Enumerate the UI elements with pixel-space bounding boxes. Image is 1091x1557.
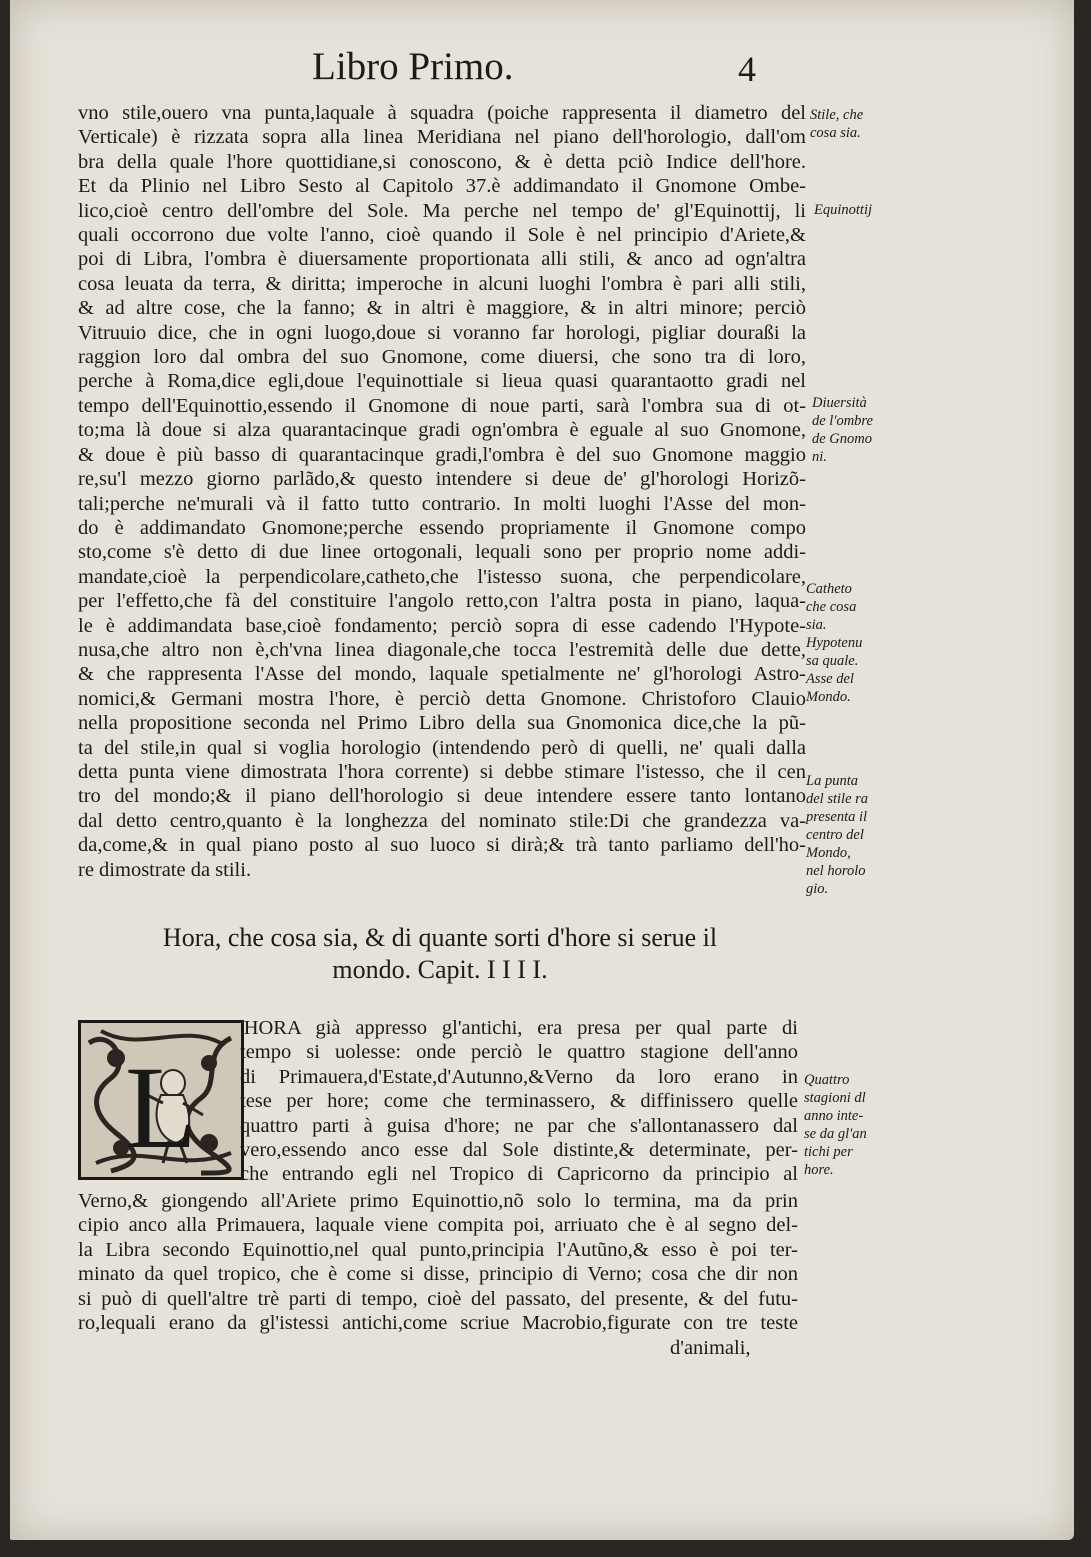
margin-note-line: gio. — [806, 881, 829, 897]
text-line: do è addimandato Gnomone;perche essendo propriamente il Gnomone compo — [78, 516, 806, 539]
margin-note-line: cosa sia. — [810, 125, 861, 141]
running-header — [300, 44, 800, 94]
chapter-heading — [90, 922, 790, 986]
text-line: quattro parti à guisa d'hore; ne par che s'allontanassero dal — [240, 1114, 798, 1137]
running-title: Libro Primo. — [312, 45, 514, 88]
text-line: Vitruuio dice, che in ogni luogo,doue si voranno far horologi, pigliar douraßi la — [78, 321, 806, 344]
margin-note-line: presenta il — [806, 809, 868, 825]
text-line: cipio anco alla Primauera, laquale viene compita poi, arriuato che è al segno del- — [78, 1214, 798, 1237]
margin-note-line: Mondo, — [806, 845, 851, 861]
text-line: raggion loro dal ombra del suo Gnomone, come diuersi, che sono tra di loro, — [78, 346, 806, 369]
text-line: dal detto centro,quanto è la longhezza del nominato stile:Di che grandezza va- — [78, 809, 806, 832]
text-line: tempo si uolesse: onde perciò le quattro stagione dell'anno — [240, 1041, 798, 1064]
text-line: tro del mondo;& il piano dell'horologio si deue intendere essere tanto lontano — [78, 785, 806, 808]
decorated-initial-l — [78, 1020, 244, 1180]
catchword: d'animali, — [670, 1337, 751, 1359]
text-line: ro,lequali erano da gl'istessi antichi,come scriue Macrobio,figurate con tre teste — [78, 1312, 798, 1335]
text-beside-initial — [240, 1016, 798, 1187]
book-page — [10, 0, 1074, 1540]
text-line: re dimostrate da stili. — [78, 858, 252, 881]
margin-note-line: de Gnomo — [812, 431, 873, 447]
text-line: che entrando egli nel Tropico di Capricorno da principio al — [240, 1163, 798, 1186]
text-line: tali;perche ne'murali và il fatto tutto contrario. In molti luoghi l'Asse del mon- — [78, 492, 806, 515]
margin-note-punta — [806, 772, 868, 898]
text-line: detta punta viene dimostrata l'hora corrente) si debbe stimare l'istesso, che il cen — [78, 760, 806, 783]
margin-note-line: hore. — [804, 1162, 834, 1178]
text-line: nomici,& Germani mostra l'hore, è perciò detta Gnomone. Christoforo Clauio — [78, 687, 806, 710]
text-line: vero,essendo anco esse dal Sole distinte,& determinate, per- — [240, 1139, 798, 1162]
drop-cap-letter: L — [125, 1042, 198, 1173]
margin-note-line: Hypotenu — [806, 635, 863, 651]
margin-note-stile — [810, 106, 863, 142]
margin-note-line: de l'ombre — [812, 413, 873, 429]
chapter-heading-line-2: mondo. Capit. I I I I. — [332, 955, 548, 984]
text-line: bra della quale l'hore quottidiane,si conoscono, & è detta pciò Indice dell'hore. — [78, 150, 806, 173]
margin-note-line: che cosa — [806, 599, 857, 615]
text-line: cosa leuata da terra, & diritta; imperoche in alcuni luoghi l'ombra è pari alli stili, — [78, 272, 806, 295]
text-line: Verticale) è rizzata sopra alla linea Meridiana nel piano dell'horologio, dall'om — [78, 126, 806, 149]
text-line: per l'effetto,che fà del constituire l'angolo retto,con l'altra posta in piano, laqua- — [78, 590, 806, 613]
margin-note-line: ni. — [812, 449, 827, 465]
text-line: & doue è più basso di quarantacinque gradi,l'ombra è del suo Gnomone maggio — [78, 443, 806, 466]
folio-number: 4 — [738, 49, 756, 89]
margin-note-line: Diuersità — [812, 395, 867, 411]
margin-note-line: Mondo. — [806, 689, 851, 705]
margin-note-line: sa quale. — [806, 653, 859, 669]
margin-note-line: Stile, che — [810, 107, 864, 123]
chapter-heading-line-1: Hora, che cosa sia, & di quante sorti d'hore si serue il — [162, 923, 718, 952]
text-line: la Libra secondo Equinottio,nel qual punto,principia l'Autũno,& esso è poi ter- — [78, 1238, 798, 1261]
text-line: di Primauera,d'Estate,d'Autunno,&Verno da loro erano in — [240, 1065, 798, 1088]
margin-note-line: La punta — [806, 773, 858, 789]
margin-note-line: nel horolo — [806, 863, 866, 879]
text-line: le è addimandata base,cioè fondamento; perciò sopra di esse cadendo l'Hypote- — [78, 614, 806, 637]
margin-note-line: anno inte- — [804, 1108, 864, 1124]
margin-note-line: centro del — [806, 827, 864, 843]
text-line: 'HORA già appresso gl'antichi, era presa per qual parte di — [240, 1017, 798, 1039]
margin-note-line: se da gl'an — [804, 1126, 867, 1142]
margin-note-catheto — [806, 580, 862, 706]
margin-note-line: del stile ra — [806, 791, 869, 807]
text-line: sto,come s'è detto di due linee ortogonali, lequali sono per proprio nome addi- — [78, 541, 806, 564]
text-line: da,come,& in qual piano posto al suo luoco si dirà;& trà tanto parliamo dell'ho- — [78, 834, 806, 857]
ornament-initial-icon — [81, 1023, 241, 1177]
ghost-show-through-title — [240, 42, 258, 96]
text-line: to;ma là doue si alza quarantacinque gradi ogn'ombra è eguale al suo Gnomone, — [78, 419, 806, 442]
text-line: quali occorrono due volte l'anno, cioè quando il Sole è nel principio d'Ariete,& — [78, 224, 806, 247]
text-line: tese per hore; come che terminassero, & diffinissero quelle — [240, 1090, 798, 1113]
text-line: nella propositione seconda nel Primo Libro della sua Gnomonica dice,che la pũ- — [78, 712, 806, 735]
text-line: re,su'l mezzo giorno parlãdo,& questo intendere si deue de' gl'horologi Horizõ- — [78, 468, 806, 491]
text-line: si può di quell'altre trè parti di tempo, cioè del passato, del presente, & del futu- — [78, 1287, 798, 1310]
text-line: perche à Roma,dice egli,doue l'equinottiale si lieua quasi quarantaotto gradi nel — [78, 370, 806, 393]
continuing-text-block — [78, 1189, 798, 1335]
text-line: Verno,& giongendo all'Ariete primo Equinottio,nõ solo lo termina, ma da prin — [78, 1190, 798, 1212]
text-line: tempo dell'Equinottio,essendo il Gnomone di noue parti, sarà l'ombra sua di ot- — [78, 394, 806, 417]
margin-note-stagioni — [804, 1071, 867, 1179]
text-line: vno stile,ouero vna punta,laquale à squadra (poiche rappresenta il diametro del — [78, 102, 806, 124]
margin-note-line: Catheto — [806, 581, 852, 597]
text-line: Et da Plinio nel Libro Sesto al Capitolo 37.è addimandato il Gnomone Ombe- — [78, 175, 806, 198]
text-line: ta del stile,in qual si voglia horologio (intendendo però di quelli, ne' quali dalla — [78, 736, 806, 759]
margin-note-line: sia. — [806, 617, 827, 633]
margin-note-line: Asse del — [806, 671, 854, 687]
text-line: poi di Libra, l'ombra è diuersamente proportionata alli stili, & anco ad ogn'altra — [78, 248, 806, 271]
text-line: lico,cioè centro dell'ombre del Sole. Ma perche nel tempo de' gl'Equinottij, li — [78, 199, 806, 222]
margin-note-line: stagioni dl — [804, 1090, 866, 1106]
text-line: nusa,che altro non è,ch'vna linea diagonale,che tocca l'estremità delle due dette, — [78, 638, 806, 661]
margin-note-line: Equinottij — [814, 202, 872, 218]
margin-note-line: tichi per — [804, 1144, 853, 1160]
margin-note-line: Quattro — [804, 1072, 850, 1088]
text-line: minato da quel tropico, che è come si disse, principio di Verno; cosa che dir non — [78, 1263, 798, 1286]
margin-note-diuersita — [812, 394, 873, 466]
margin-note-equinottij — [814, 201, 872, 219]
main-text-block — [78, 101, 806, 882]
text-line: mandate,cioè la perpendicolare,catheto,che l'istesso suona, che perpendicolare, — [78, 565, 806, 588]
text-line: & ad altre cose, che la fanno; & in altri è maggiore, & in altri minore; perciò — [78, 297, 806, 320]
text-line: & che rappresenta l'Asse del mondo, laquale spetialmente ne' gl'horologi Astro- — [78, 663, 806, 686]
